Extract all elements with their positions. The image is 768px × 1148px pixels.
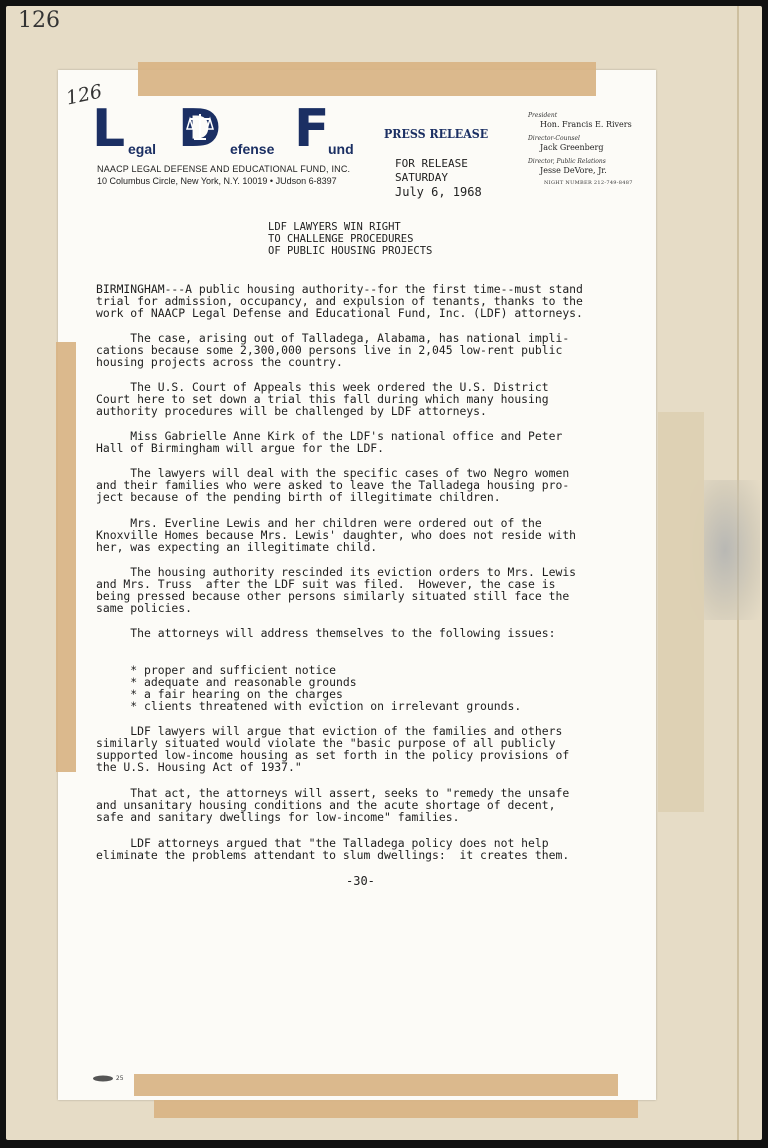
body-text-line: The lawyers will deal with the specific cases of two Negro women (96, 466, 570, 480)
body-text-line: same policies. (96, 601, 193, 615)
logo-letter-f: F (294, 99, 330, 159)
body-text-line: her, was expecting an illegitimate child. (96, 540, 378, 554)
union-bug-mark (92, 1075, 124, 1082)
tape-strip-top (138, 62, 596, 96)
body-text-line: Knoxville Homes because Mrs. Lewis' daughter, who does not reside with (96, 528, 577, 542)
body-text-line: the U.S. Housing Act of 1937." (96, 760, 302, 774)
body-text-line: Miss Gabrielle Anne Kirk of the LDF's national office and Peter (96, 429, 563, 443)
release-line-2: SATURDAY (395, 171, 448, 184)
body-text-line: * clients threatened with eviction on irrelevant grounds. (96, 699, 522, 713)
body-text-line: LDF attorneys argued that "the Talladega policy does not help (96, 836, 549, 850)
officer-title: Director-Counsel (528, 135, 580, 142)
body-text-line: similarly situated would violate the "basic purpose of all publicly (96, 736, 556, 750)
officer-title: Director, Public Relations (528, 158, 606, 165)
union-bug-icon (92, 1075, 114, 1082)
officer-name: Hon. Francis E. Rivers (540, 120, 632, 129)
officer-name: Jesse DeVore, Jr. (540, 166, 607, 175)
handwritten-page-note: 126 (64, 80, 105, 110)
archive-page-number: 126 (18, 8, 60, 33)
body-text-line: Mrs. Everline Lewis and her children were ordered out of the (96, 516, 542, 530)
body-text-line: and unsanitary housing conditions and the acute shortage of decent, (96, 798, 556, 812)
body-text-line: * adequate and reasonable grounds (96, 675, 357, 689)
headline-line: LDF LAWYERS WIN RIGHT (268, 221, 401, 233)
body-text-line: supported low-income housing as set forth in the policy provisions of (96, 748, 570, 762)
body-text-line: * a fair hearing on the charges (96, 687, 343, 701)
body-text-line: The case, arising out of Talladega, Alabama, has national impli- (96, 331, 570, 345)
logo-word-und: und (328, 141, 354, 157)
body-text-line: and their families who were asked to leave the Talladega housing pro- (96, 478, 570, 492)
body-text-line: LDF lawyers will argue that eviction of the families and others (96, 724, 563, 738)
body-text-line: being pressed because other persons similarly situated still face the (96, 589, 570, 603)
body-text-line: authority procedures will be challenged by LDF attorneys. (96, 404, 487, 418)
organization-name: NAACP LEGAL DEFENSE AND EDUCATIONAL FUND, INC. (97, 164, 351, 174)
logo-letter-d: D (178, 99, 222, 159)
body-text-line: trial for admission, occupancy, and expulsion of tenants, thanks to the (96, 294, 583, 308)
body-text-line: The attorneys will address themselves to the following issues: (96, 626, 556, 640)
press-release-label: PRESS RELEASE (384, 127, 489, 141)
tape-strip-bottom (134, 1074, 618, 1096)
logo-letter-l: L (92, 99, 126, 159)
release-date: July 6, 1968 (395, 185, 482, 199)
tape-strip-right (658, 412, 704, 812)
tape-strip-left (56, 342, 76, 772)
body-text-line: The housing authority rescinded its eviction orders to Mrs. Lewis (96, 565, 577, 579)
union-bug-number: 25 (115, 1075, 124, 1082)
organization-address: 10 Columbus Circle, New York, N.Y. 10019 • JUdson 6-8397 (97, 176, 337, 186)
ldf-logo (92, 99, 392, 161)
night-number: NIGHT NUMBER 212-749-8487 (544, 180, 633, 186)
end-mark: -30- (346, 874, 375, 888)
tape-strip-bottom (154, 1100, 638, 1118)
body-text-line: housing projects across the country. (96, 355, 343, 369)
body-text-line: work of NAACP Legal Defense and Educational Fund, Inc. (LDF) attorneys. (96, 306, 583, 320)
body-text-line: safe and sanitary dwellings for low-income" families. (96, 810, 460, 824)
body-text-line: The U.S. Court of Appeals this week ordered the U.S. District (96, 380, 549, 394)
body-text-line: ject because of the pending birth of illegitimate children. (96, 490, 501, 504)
release-line-1: FOR RELEASE (395, 157, 468, 170)
scales-of-justice-icon (186, 111, 214, 145)
headline-line: OF PUBLIC HOUSING PROJECTS (268, 245, 433, 257)
logo-word-egal: egal (128, 141, 157, 157)
officer-name: Jack Greenberg (540, 143, 604, 152)
body-text-line: Hall of Birmingham will argue for the LDF. (96, 441, 385, 455)
body-text-line: Court here to set down a trial this fall during which many housing (96, 392, 549, 406)
body-text-line: and Mrs. Truss after the LDF suit was filed. However, the case is (96, 577, 556, 591)
logo-word-efense: efense (230, 141, 275, 157)
body-text-line: That act, the attorneys will assert, seeks to "remedy the unsafe (96, 786, 570, 800)
body-text-line: BIRMINGHAM---A public housing authority--for the first time--must stand (96, 282, 583, 296)
body-text-line: cations because some 2,300,000 persons live in 2,045 low-rent public (96, 343, 563, 357)
body-text-line: * proper and sufficient notice (96, 663, 337, 677)
officer-title: President (528, 112, 558, 119)
body-text-line: eliminate the problems attendant to slum dwellings: it creates them. (96, 848, 570, 862)
headline-line: TO CHALLENGE PROCEDURES (268, 233, 414, 245)
